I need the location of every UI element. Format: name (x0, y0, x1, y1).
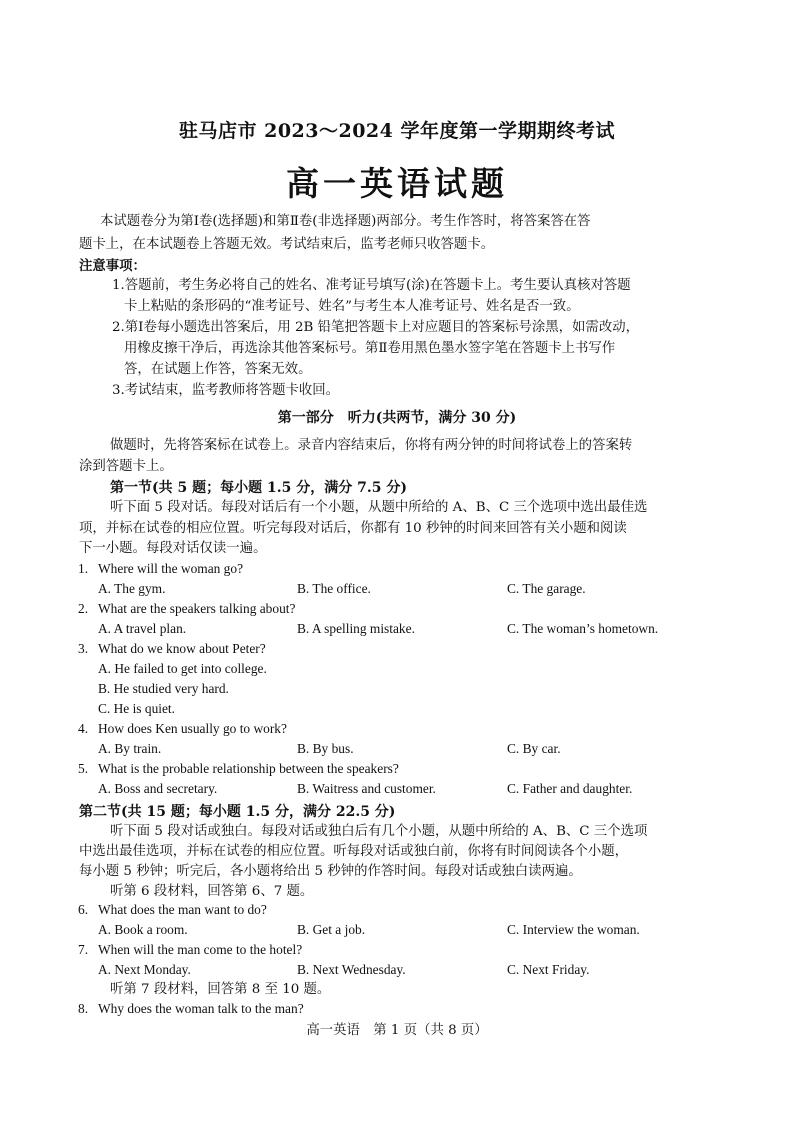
question-6 (78, 902, 267, 918)
q3-option-b: B. He studied very hard. (98, 681, 229, 696)
material-7-instruction: 听第 7 段材料，回答第 8 至 10 题。 (110, 982, 331, 997)
question-number: 3. (78, 641, 89, 656)
question-text: When will the man come to the hotel? (98, 942, 303, 957)
section1-line-2: 项，并标在试卷的相应位置。听完每段对话后，你都有 10 秒钟的时间来回答有关小题和阅读 (79, 521, 627, 536)
q6-option-c: C. Interview the woman. (507, 922, 640, 937)
q7-option-c: C. Next Friday. (507, 962, 590, 977)
question-text: Where will the woman go? (98, 561, 244, 576)
exam-title: 驻马店市 2023～2024 学年度第一学期期终考试 (179, 120, 615, 142)
notice-item-1-line-2: 卡上粘贴的条形码的“准考证号、姓名”与考生本人准考证号、姓名是否一致。 (124, 299, 580, 314)
question-8 (78, 1001, 304, 1017)
q4-option-c: C. By car. (507, 741, 561, 756)
q6-option-b: B. Get a job. (297, 922, 366, 937)
question-number: 5. (78, 761, 89, 776)
part1-instruction-line-1: 做题时，先将答案标在试卷上。录音内容结束后，你将有两分钟的时间将试卷上的答案转 (110, 438, 633, 453)
intro-line-1: 本试题卷分为第Ⅰ卷(选择题)和第Ⅱ卷(非选择题)两部分。考生作答时，将答案答在答 (100, 214, 591, 229)
q1-option-c: C. The garage. (507, 581, 586, 596)
question-1 (78, 561, 243, 577)
q5-option-c: C. Father and daughter. (507, 781, 633, 796)
q2-option-c: C. The woman’s hometown. (507, 621, 659, 636)
notice-item-3: 3.考试结束，监考教师将答题卡收回。 (112, 383, 340, 398)
question-number: 1. (78, 561, 89, 576)
question-number: 8. (78, 1001, 89, 1016)
q6-option-a: A. Book a room. (98, 922, 188, 937)
subject-title: 高一英语试题 (286, 164, 508, 203)
question-3 (78, 641, 266, 657)
q4-option-b: B. By bus. (297, 741, 354, 756)
question-7 (78, 942, 302, 958)
section1-line-3: 下一小题。每段对话仅读一遍。 (79, 541, 267, 556)
material-6-instruction: 听第 6 段材料，回答第 6、7 题。 (110, 884, 314, 899)
q5-option-b: B. Waitress and customer. (297, 781, 436, 796)
notice-item-2-line-3: 答，在试题上作答，答案无效。 (124, 362, 312, 377)
question-4 (78, 721, 287, 737)
section2-heading: 第二节(共 15 题；每小题 1.5 分，满分 22.5 分) (79, 804, 396, 820)
q3-option-a: A. He failed to get into college. (98, 661, 267, 676)
q4-option-a: A. By train. (98, 741, 162, 756)
notice-item-2-line-1: 2.第Ⅰ卷每小题选出答案后，用 2B 铅笔把答题卡上对应题目的答案标号涂黑，如需改动， (112, 320, 639, 335)
section1-line-1: 听下面 5 段对话。每段对话后有一个小题，从题中所给的 A、B、C 三个选项中选出最佳选 (110, 500, 648, 515)
intro-line-2: 题卡上，在本试题卷上答题无效。考试结束后，监考老师只收答题卡。 (79, 237, 495, 252)
q2-option-a: A. A travel plan. (98, 621, 187, 636)
q7-option-a: A. Next Monday. (98, 962, 191, 977)
question-number: 6. (78, 902, 89, 917)
question-5 (78, 761, 399, 777)
q1-option-b: B. The office. (297, 581, 371, 596)
section2-line-3: 每小题 5 秒钟；听完后，各小题将给出 5 秒钟的作答时间。每段对话或独白读两遍。 (79, 864, 582, 879)
question-text: How does Ken usually go to work? (98, 721, 287, 736)
q7-option-b: B. Next Wednesday. (297, 962, 406, 977)
q1-option-a: A. The gym. (98, 581, 166, 596)
question-text: What is the probable relationship between the speakers? (98, 761, 399, 776)
notice-heading: 注意事项： (79, 258, 146, 274)
question-number: 4. (78, 721, 89, 736)
part1-heading: 第一部分 听力(共两节，满分 30 分) (277, 410, 517, 426)
question-text: What do we know about Peter? (98, 641, 266, 656)
question-text: What are the speakers talking about? (98, 601, 296, 616)
part1-instruction-line-2: 涂到答题卡上。 (79, 459, 173, 474)
q3-option-c: C. He is quiet. (98, 701, 175, 716)
notice-item-1-line-1: 1.答题前，考生务必将自己的姓名、准考证号填写(涂)在答题卡上。考生要认真核对答题 (112, 278, 631, 293)
question-text: Why does the woman talk to the man? (98, 1001, 304, 1016)
question-number: 7. (78, 942, 89, 957)
question-2 (78, 601, 295, 617)
notice-item-2-line-2: 用橡皮擦干净后，再选涂其他答案标号。第Ⅱ卷用黑色墨水签字笔在答题卡上书写作 (124, 341, 616, 356)
section2-line-2: 中选出最佳选项，并标在试卷的相应位置。听每段对话或独白前，你将有时间阅读各个小题， (79, 844, 629, 859)
question-number: 2. (78, 601, 89, 616)
q2-option-b: B. A spelling mistake. (297, 621, 415, 636)
section2-line-1: 听下面 5 段对话或独白。每段对话或独白后有几个小题，从题中所给的 A、B、C 三个选项 (110, 824, 648, 839)
section1-heading: 第一节(共 5 题；每小题 1.5 分，满分 7.5 分) (110, 480, 407, 496)
q5-option-a: A. Boss and secretary. (98, 781, 218, 796)
page-footer: 高一英语 第 1 页（共 8 页） (306, 1023, 488, 1038)
question-text: What does the man want to do? (98, 902, 267, 917)
